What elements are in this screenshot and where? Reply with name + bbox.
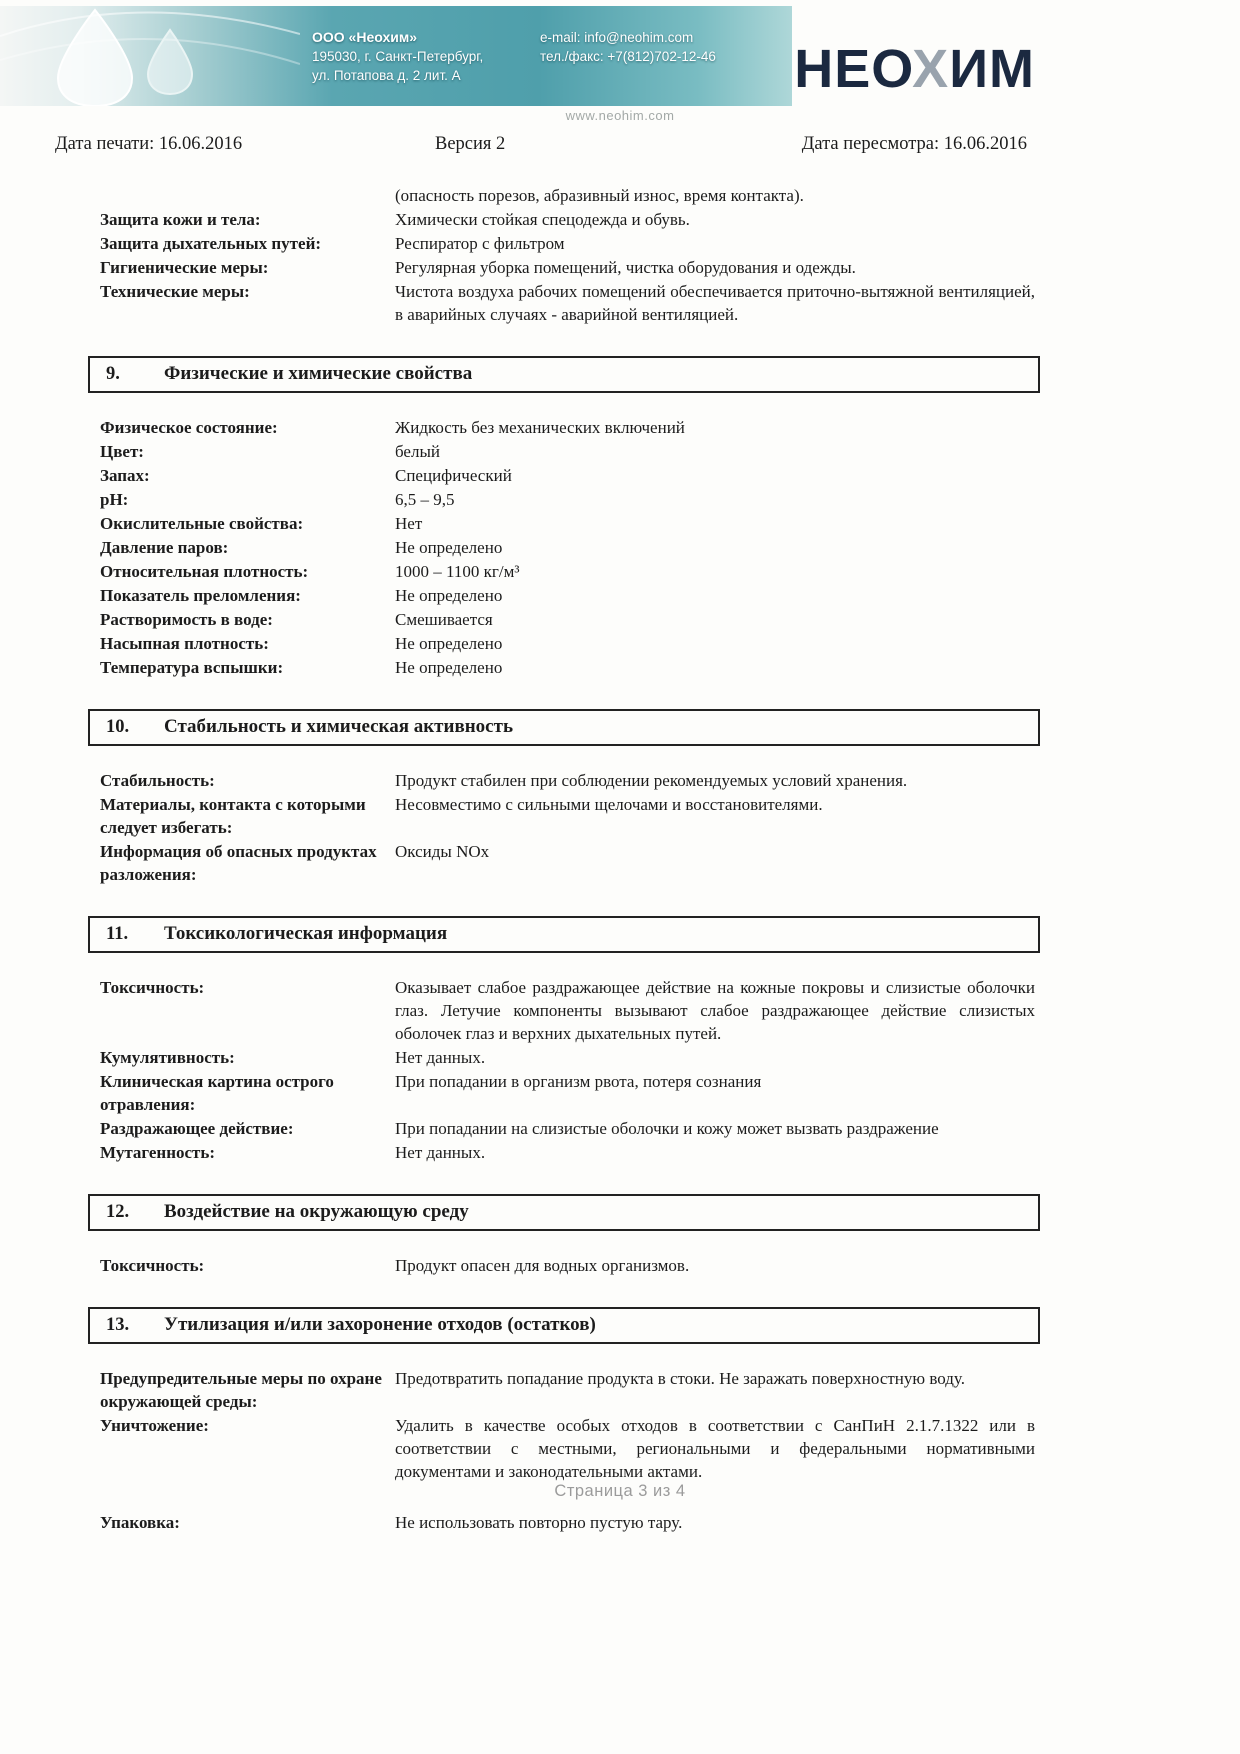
company-contact-block <box>540 28 716 66</box>
property-value: Не определено <box>395 634 503 653</box>
property-label: Давление паров: <box>100 538 229 557</box>
property-label: Токсичность: <box>100 1256 205 1275</box>
property-row <box>100 464 1035 487</box>
property-row <box>100 584 1035 607</box>
company-email: e-mail: info@neohim.com <box>540 30 694 45</box>
logo-text-right: ИМ <box>949 39 1035 99</box>
property-label: Растворимость в воде: <box>100 610 273 629</box>
section-header <box>88 1307 1040 1344</box>
property-row <box>100 232 1035 255</box>
property-row <box>100 560 1035 583</box>
property-row <box>100 656 1035 679</box>
section-header <box>88 916 1040 953</box>
property-label: Защита дыхательных путей: <box>100 234 322 253</box>
company-address-line1: 195030, г. Санкт-Петербург, <box>312 49 484 64</box>
property-value: Нет <box>395 514 423 533</box>
section-rows <box>0 976 1240 1164</box>
section-title: Утилизация и/или захоронение отходов (остатков) <box>164 1314 596 1335</box>
neohim-logo <box>794 39 1035 99</box>
section-10 <box>0 709 1240 886</box>
property-value: Оксиды NOx <box>395 842 490 861</box>
property-value: Химически стойкая спецодежда и обувь. <box>395 210 690 229</box>
logo-text-left: НЕО <box>794 39 913 99</box>
property-value: Удалить в качестве особых отходов в соответствии с СанПиН 2.1.7.1322 или в соответствии с местными, региональными и федеральными нормативными документами и законодательными актами. <box>395 1416 1035 1481</box>
property-value: Не определено <box>395 658 503 677</box>
property-label: Клиническая картина острого отравления: <box>100 1072 334 1114</box>
property-row <box>100 440 1035 463</box>
property-row <box>100 1141 1035 1164</box>
website-url: www.neohim.com <box>565 108 675 123</box>
section-rows <box>0 769 1240 886</box>
property-value: Не определено <box>395 538 503 557</box>
property-label: Технические меры: <box>100 282 250 301</box>
company-address-block <box>312 28 483 85</box>
property-label: Окислительные свойства: <box>100 514 304 533</box>
property-row <box>100 976 1035 1045</box>
property-label: Уничтожение: <box>100 1416 209 1435</box>
property-label: Цвет: <box>100 442 144 461</box>
property-row <box>100 488 1035 511</box>
section-header <box>88 1194 1040 1231</box>
letterhead <box>0 0 1240 172</box>
continuation-rows <box>0 208 1240 326</box>
property-label: Запах: <box>100 466 150 485</box>
property-label: Токсичность: <box>100 978 205 997</box>
company-address-line2: ул. Потапова д. 2 лит. А <box>312 68 461 83</box>
property-row <box>100 1414 1035 1483</box>
property-value: Продукт стабилен при соблюдении рекомендуемых условий хранения. <box>395 771 908 790</box>
property-value: Нет данных. <box>395 1048 486 1067</box>
section-rows <box>0 416 1240 679</box>
property-value: Продукт опасен для водных организмов. <box>395 1256 690 1275</box>
document-body <box>0 172 1240 1534</box>
property-row <box>100 416 1035 439</box>
section-number: 10. <box>106 717 130 737</box>
document-dates-row <box>0 134 1240 162</box>
revision-date: Дата пересмотра: 16.06.2016 <box>801 134 1027 154</box>
property-value: белый <box>395 442 440 461</box>
section-number: 12. <box>106 1202 130 1222</box>
property-value: Предотвратить попадание продукта в стоки. Не заражать поверхностную воду. <box>395 1369 965 1388</box>
property-label: Насыпная плотность: <box>100 634 269 653</box>
property-value: Регулярная уборка помещений, чистка оборудования и одежды. <box>395 258 856 277</box>
section-11 <box>0 916 1240 1164</box>
company-phone-fax: тел./факс: +7(812)702-12-46 <box>540 49 716 64</box>
property-label: Упаковка: <box>100 1513 180 1532</box>
property-row <box>100 512 1035 535</box>
property-row <box>100 536 1035 559</box>
property-value: Не использовать повторно пустую тару. <box>395 1513 683 1532</box>
property-label: Физическое состояние: <box>100 418 278 437</box>
property-row <box>100 1117 1035 1140</box>
property-label: pH: <box>100 490 129 509</box>
property-row <box>100 1070 1035 1116</box>
property-row <box>100 769 1035 792</box>
property-value: При попадании на слизистые оболочки и кожу может вызвать раздражение <box>395 1119 939 1138</box>
section-12 <box>0 1194 1240 1277</box>
logo-letter-x: Х <box>912 39 950 99</box>
property-label: Мутагенность: <box>100 1143 216 1162</box>
property-value: Смешивается <box>395 610 493 629</box>
section-title: Стабильность и химическая активность <box>164 716 513 737</box>
property-value: Оказывает слабое раздражающее действие на кожные покровы и слизистые оболочки глаз. Летучие компоненты вызывают слабое раздражающее действие слизистых оболочек глаз и верхних дыхательных путей. <box>395 978 1035 1043</box>
property-row <box>100 1367 1035 1413</box>
property-row <box>100 840 1035 886</box>
property-row <box>100 280 1035 326</box>
property-label: Кумулятивность: <box>100 1048 235 1067</box>
property-value: Чистота воздуха рабочих помещений обеспечивается приточно-вытяжной вентиляцией, в аварийных случаях - аварийной вентиляцией. <box>395 282 1035 324</box>
section-number: 9. <box>106 364 120 384</box>
property-row <box>100 793 1035 839</box>
property-label: Материалы, контакта с которыми следует избегать: <box>100 795 366 837</box>
section-rows <box>0 1367 1240 1534</box>
property-label: Предупредительные меры по охране окружающей среды: <box>100 1369 382 1411</box>
property-value: Жидкость без механических включений <box>395 418 685 437</box>
property-label: Информация об опасных продуктах разложения: <box>100 842 377 884</box>
section-number: 13. <box>106 1315 130 1335</box>
property-label: Показатель преломления: <box>100 586 301 605</box>
property-row <box>100 1254 1035 1277</box>
continuation-line: (опасность порезов, абразивный износ, время контакта). <box>395 186 804 205</box>
property-row <box>100 208 1035 231</box>
section-number: 11. <box>106 924 129 944</box>
property-row <box>100 256 1035 279</box>
property-value: 6,5 – 9,5 <box>395 490 455 509</box>
section-title: Токсикологическая информация <box>164 923 448 944</box>
property-value: При попадании в организм рвота, потеря сознания <box>395 1072 762 1091</box>
version-label: Версия 2 <box>435 134 506 154</box>
property-label: Относительная плотность: <box>100 562 309 581</box>
section-rows <box>0 1254 1240 1277</box>
property-value: Респиратор с фильтром <box>395 234 565 253</box>
section-header <box>88 356 1040 393</box>
sections-container <box>0 356 1240 1534</box>
property-label: Стабильность: <box>100 771 215 790</box>
property-row <box>100 632 1035 655</box>
property-value: Специфический <box>395 466 512 485</box>
property-row <box>100 1511 1035 1534</box>
property-label: Гигиенические меры: <box>100 258 269 277</box>
property-label: Раздражающее действие: <box>100 1119 294 1138</box>
print-date: Дата печати: 16.06.2016 <box>55 134 243 154</box>
water-drops-icon <box>0 6 300 106</box>
property-row <box>100 1046 1035 1069</box>
company-name: ООО «Неохим» <box>312 29 417 45</box>
section-title: Воздействие на окружающую среду <box>164 1201 469 1222</box>
property-value: Не определено <box>395 586 503 605</box>
property-value: Несовместимо с сильными щелочами и восстановителями. <box>395 795 823 814</box>
property-label: Защита кожи и тела: <box>100 210 261 229</box>
page-indicator: Страница 3 из 4 <box>554 1482 686 1500</box>
section-header <box>88 709 1040 746</box>
property-value: Нет данных. <box>395 1143 486 1162</box>
section-title: Физические и химические свойства <box>164 363 473 384</box>
letterhead-banner <box>0 6 792 106</box>
section-9 <box>0 356 1240 679</box>
property-value: 1000 – 1100 кг/м³ <box>395 562 520 581</box>
property-label: Температура вспышки: <box>100 658 284 677</box>
page-footer <box>0 1482 1240 1501</box>
property-row <box>100 608 1035 631</box>
